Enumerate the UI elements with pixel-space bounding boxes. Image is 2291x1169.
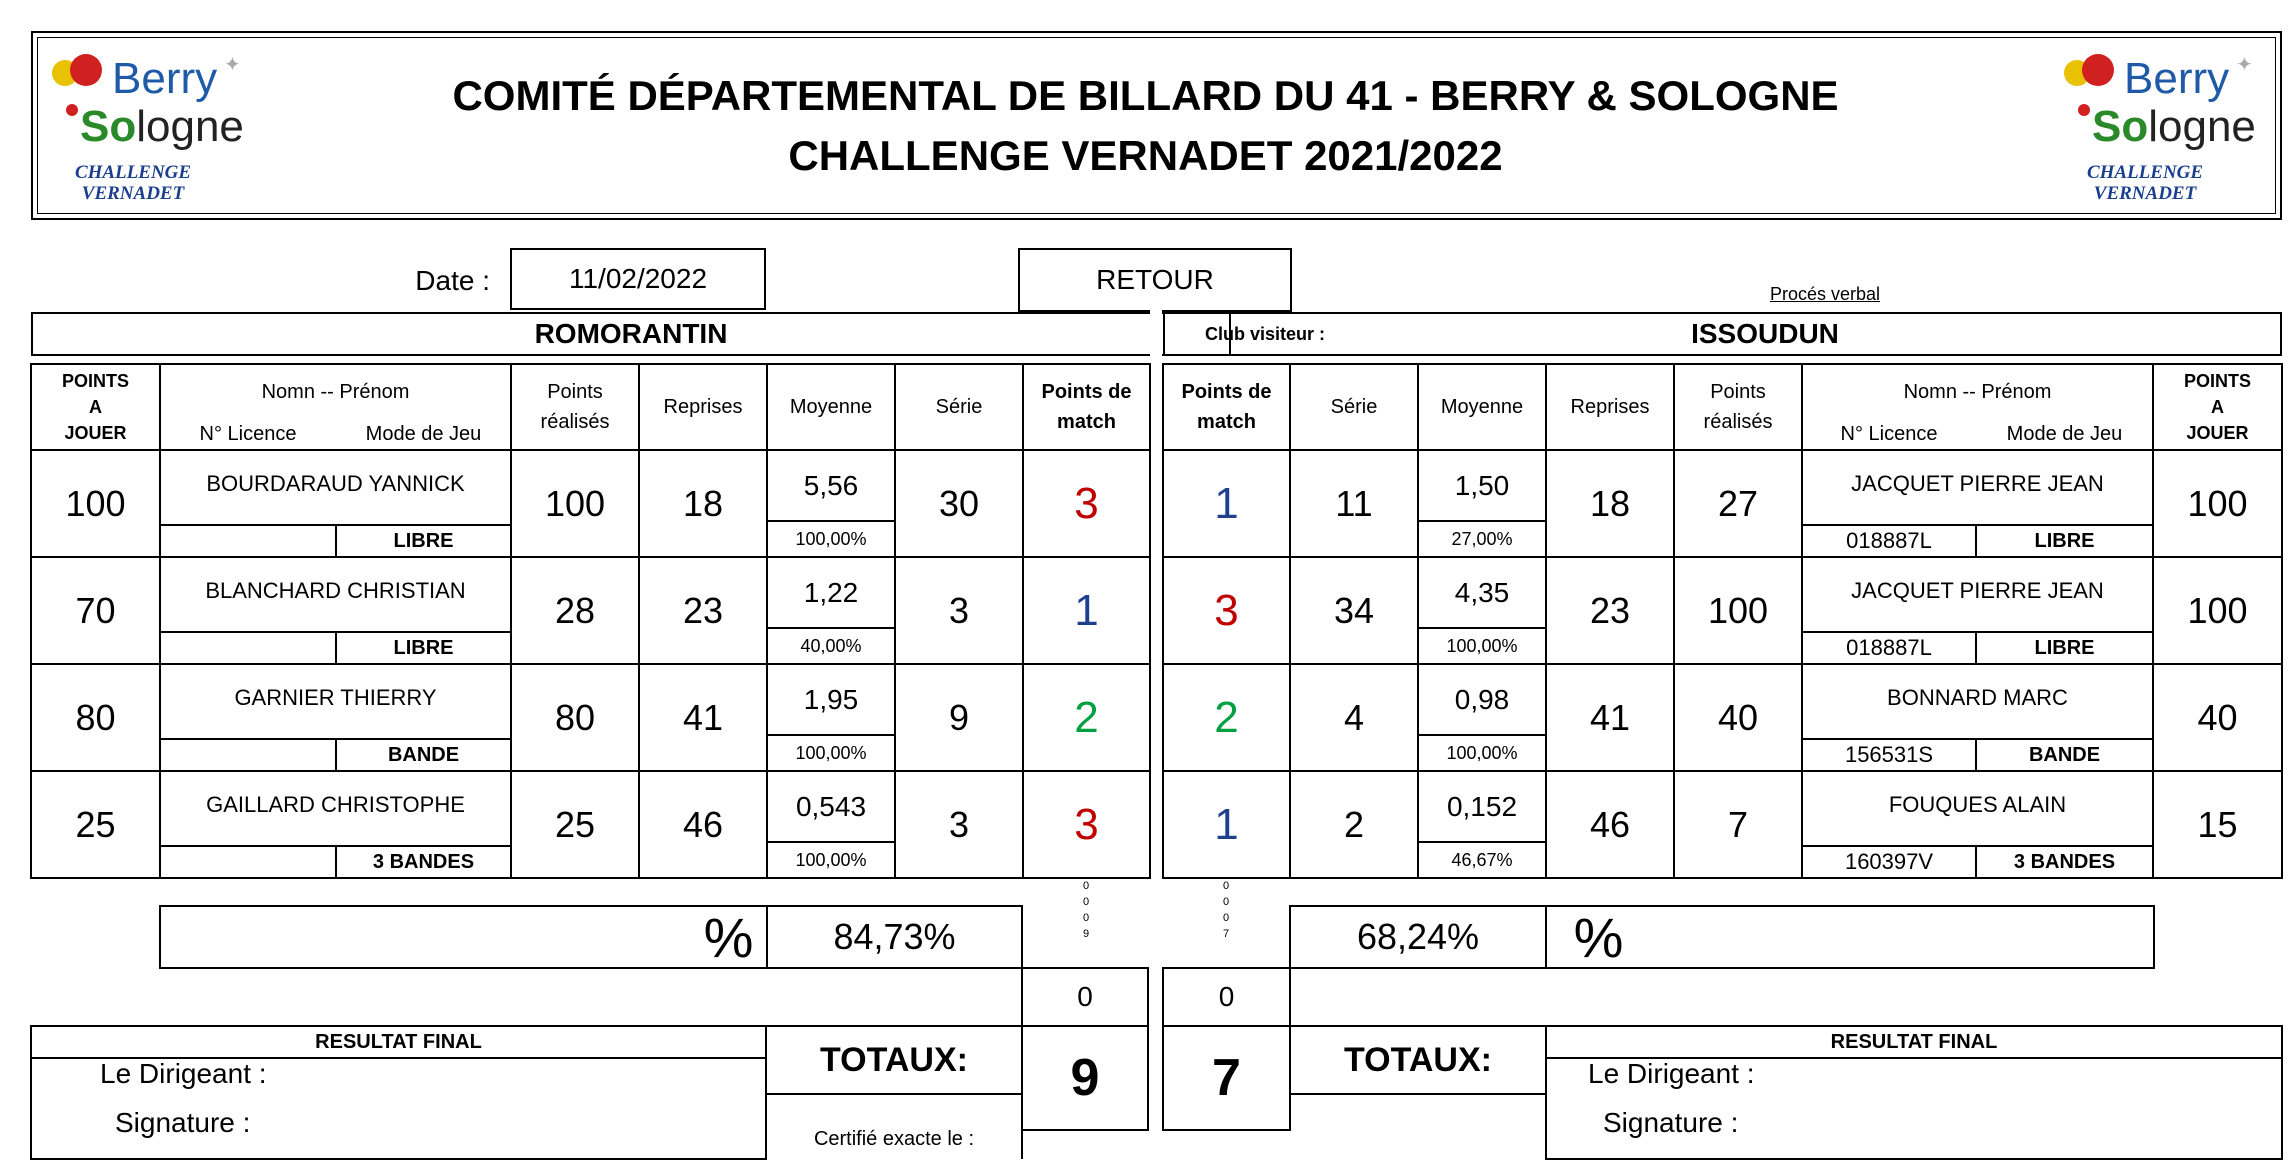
visitor-player-name[interactable]: BONNARD MARC <box>1887 685 2068 710</box>
logo-berry: Berry <box>112 54 218 103</box>
phase-field[interactable]: RETOUR <box>1018 248 1292 312</box>
home-pourcentage: 100,00% <box>795 849 867 870</box>
logo-challenge-text: CHALLENGE VERNADET <box>2086 162 2204 204</box>
home-serie[interactable]: 9 <box>948 696 970 738</box>
home-vertical-digits: 0 0 0 9 <box>1082 880 1090 940</box>
visitor-serie[interactable]: 11 <box>1335 482 1373 524</box>
home-player-name[interactable]: BLANCHARD CHRISTIAN <box>205 578 466 603</box>
visitor-points-realises[interactable]: 27 <box>1717 482 1759 524</box>
home-col-points-a-jouer: POINTS A JOUER <box>61 371 129 443</box>
visitor-percent-symbol: % <box>1573 905 1624 969</box>
home-col-nom: Nomn -- Prénom <box>261 380 410 403</box>
visitor-licence[interactable]: 160397V <box>1844 849 1934 874</box>
visitor-reprises[interactable]: 41 <box>1589 696 1631 738</box>
home-points-match[interactable]: 3 <box>1074 478 1099 528</box>
home-col-points-realises: Points réalisés <box>540 381 610 433</box>
date-field[interactable]: 11/02/2022 <box>510 248 766 310</box>
home-moyenne[interactable]: 1,22 <box>803 577 859 608</box>
visitor-mode-de-jeu[interactable]: LIBRE <box>2034 636 2095 659</box>
home-serie[interactable]: 3 <box>948 803 970 845</box>
home-signature-label: Signature : <box>115 1107 251 1138</box>
home-percent-symbol: % <box>703 905 754 969</box>
home-percent-total: 84,73% <box>833 916 956 957</box>
visitor-moyenne[interactable]: 0,152 <box>1446 791 1518 822</box>
visitor-mode-de-jeu[interactable]: LIBRE <box>2034 529 2095 552</box>
visitor-player-name[interactable]: JACQUET PIERRE JEAN <box>1851 471 2104 496</box>
visitor-points-realises[interactable]: 7 <box>1727 803 1749 845</box>
home-player-name[interactable]: GAILLARD CHRISTOPHE <box>206 792 465 817</box>
home-mode-de-jeu[interactable]: LIBRE <box>393 529 454 552</box>
home-licence[interactable] <box>160 739 336 771</box>
visitor-points-a-jouer[interactable]: 40 <box>2197 696 2238 738</box>
home-pourcentage: 40,00% <box>800 635 862 656</box>
home-mode-de-jeu[interactable]: BANDE <box>387 743 460 766</box>
logo-sologne: Sologne <box>2092 102 2256 151</box>
visitor-pourcentage: 27,00% <box>1451 528 1513 549</box>
visitor-pourcentage: 100,00% <box>1446 635 1518 656</box>
visitor-total: 7 <box>1212 1049 1241 1107</box>
visitor-mode-de-jeu[interactable]: BANDE <box>2028 743 2101 766</box>
visitor-moyenne[interactable]: 4,35 <box>1454 577 1510 608</box>
home-totaux-label: TOTAUX: <box>820 1040 968 1079</box>
visitor-licence[interactable]: 018887L <box>1846 635 1932 660</box>
home-total: 9 <box>1070 1049 1100 1107</box>
home-serie[interactable]: 3 <box>948 589 970 631</box>
home-points-a-jouer[interactable]: 25 <box>75 803 116 845</box>
visitor-reprises[interactable]: 23 <box>1589 589 1631 631</box>
visitor-licence[interactable]: 156531S <box>1844 742 1934 767</box>
home-points-realises[interactable]: 100 <box>544 482 606 524</box>
visitor-signature-label: Signature : <box>1603 1107 1739 1138</box>
visitor-moyenne[interactable]: 0,98 <box>1454 684 1510 715</box>
visitor-reprises[interactable]: 18 <box>1589 482 1631 524</box>
visitor-moyenne[interactable]: 1,50 <box>1454 470 1510 501</box>
visitor-pourcentage: 46,67% <box>1451 849 1513 870</box>
sparkle-icon: ✦ <box>2236 54 2253 76</box>
visitor-points-a-jouer[interactable]: 15 <box>2197 803 2238 845</box>
visitor-points-match[interactable]: 1 <box>1214 478 1239 528</box>
visitor-points-match[interactable]: 1 <box>1214 799 1239 849</box>
home-player-name[interactable]: BOURDARAUD YANNICK <box>206 471 465 496</box>
logo-challenge-text: CHALLENGE VERNADET <box>74 162 192 204</box>
visitor-col-points-a-jouer: POINTS A JOUER <box>2183 371 2251 443</box>
visitor-resultat-final: RESULTAT FINAL <box>1830 1030 1998 1053</box>
home-resultat-final: RESULTAT FINAL <box>315 1030 482 1053</box>
home-points-match[interactable]: 2 <box>1074 692 1099 742</box>
home-licence[interactable] <box>160 632 336 664</box>
home-reprises[interactable]: 46 <box>682 803 724 845</box>
home-points-realises[interactable]: 80 <box>554 696 596 738</box>
visitor-points-match[interactable]: 3 <box>1214 585 1239 635</box>
home-licence[interactable] <box>160 846 336 878</box>
home-points-match[interactable]: 1 <box>1074 585 1099 635</box>
visitor-player-name[interactable]: JACQUET PIERRE JEAN <box>1851 578 2104 603</box>
home-points-a-jouer[interactable]: 100 <box>65 482 126 524</box>
visitor-points-realises[interactable]: 40 <box>1717 696 1759 738</box>
club-visiteur-label: Club visiteur : <box>1204 323 1325 344</box>
logo-berry: Berry <box>2124 54 2230 103</box>
home-pourcentage: 100,00% <box>795 528 867 549</box>
logo-sologne: Sologne <box>80 102 244 151</box>
visitor-pourcentage: 100,00% <box>1446 742 1518 763</box>
home-moyenne[interactable]: 0,543 <box>795 791 867 822</box>
visitor-col-moyenne: Moyenne <box>1440 395 1524 418</box>
home-small-total: 0 <box>1077 981 1093 1012</box>
home-points-a-jouer[interactable]: 80 <box>75 696 116 738</box>
home-points-realises[interactable]: 28 <box>554 589 596 631</box>
visitor-player-name[interactable]: FOUQUES ALAIN <box>1888 792 2067 817</box>
home-col-licence: N° Licence <box>199 422 297 445</box>
home-moyenne[interactable]: 1,95 <box>803 684 859 715</box>
home-licence[interactable] <box>160 525 336 557</box>
visitor-dirigeant-label: Le Dirigeant : <box>1588 1058 1755 1089</box>
visitor-serie[interactable]: 2 <box>1343 803 1365 845</box>
visitor-col-points-match: Points de match <box>1181 381 1272 433</box>
visitor-col-points-realises: Points réalisés <box>1703 381 1773 433</box>
home-player-name[interactable]: GARNIER THIERRY <box>234 685 437 710</box>
home-points-match[interactable]: 3 <box>1074 799 1099 849</box>
home-reprises[interactable]: 23 <box>682 589 724 631</box>
visitor-col-nom: Nomn -- Prénom <box>1903 380 2052 403</box>
home-pourcentage: 100,00% <box>795 742 867 763</box>
title-line-1: COMITÉ DÉPARTEMENTAL DE BILLARD DU 41 - BERRY & SOLOGNE <box>452 72 1839 119</box>
visitor-percent-total: 68,24% <box>1356 916 1480 957</box>
title-line-2: CHALLENGE VERNADET 2021/2022 <box>788 132 1503 179</box>
visitor-points-a-jouer[interactable]: 100 <box>2187 482 2248 524</box>
visitor-club-name: ISSOUDUN <box>1691 318 1839 349</box>
certifie-label: Certifié exacte le : <box>813 1127 975 1150</box>
home-col-reprises: Reprises <box>663 395 743 418</box>
home-club-name: ROMORANTIN <box>31 312 1231 356</box>
visitor-licence[interactable]: 018887L <box>1846 528 1932 553</box>
visitor-serie[interactable]: 4 <box>1343 696 1365 738</box>
home-mode-de-jeu[interactable]: 3 BANDES <box>372 850 475 873</box>
sparkle-icon: ✦ <box>224 54 241 76</box>
visitor-points-match[interactable]: 2 <box>1214 692 1239 742</box>
home-col-serie: Série <box>935 395 983 418</box>
home-points-a-jouer[interactable]: 70 <box>75 589 116 631</box>
visitor-mode-de-jeu[interactable]: 3 BANDES <box>2013 850 2116 873</box>
home-col-points-match: Points de match <box>1041 381 1132 433</box>
date-label: Date : <box>415 265 490 296</box>
visitor-totaux-label: TOTAUX: <box>1344 1040 1492 1079</box>
home-reprises[interactable]: 41 <box>682 696 724 738</box>
visitor-col-mode: Mode de Jeu <box>2006 422 2123 445</box>
visitor-col-reprises: Reprises <box>1570 395 1650 418</box>
home-mode-de-jeu[interactable]: LIBRE <box>393 636 454 659</box>
visitor-col-licence: N° Licence <box>1840 422 1938 445</box>
home-col-moyenne: Moyenne <box>789 395 873 418</box>
home-col-mode: Mode de Jeu <box>365 422 482 445</box>
home-points-realises[interactable]: 25 <box>554 803 596 845</box>
visitor-vertical-digits: 0 0 0 7 <box>1222 880 1230 940</box>
home-dirigeant-label: Le Dirigeant : <box>100 1058 267 1089</box>
home-reprises[interactable]: 18 <box>682 482 724 524</box>
visitor-serie[interactable]: 34 <box>1333 589 1375 631</box>
visitor-points-realises[interactable]: 100 <box>1707 589 1769 631</box>
home-moyenne[interactable]: 5,56 <box>803 470 859 501</box>
visitor-small-total: 0 <box>1218 981 1235 1012</box>
visitor-reprises[interactable]: 46 <box>1589 803 1631 845</box>
visitor-col-serie: Série <box>1330 395 1378 418</box>
home-serie[interactable]: 30 <box>938 482 980 524</box>
visitor-points-a-jouer[interactable]: 100 <box>2187 589 2248 631</box>
proces-verbal-link[interactable]: Procés verbal <box>1769 283 1881 304</box>
